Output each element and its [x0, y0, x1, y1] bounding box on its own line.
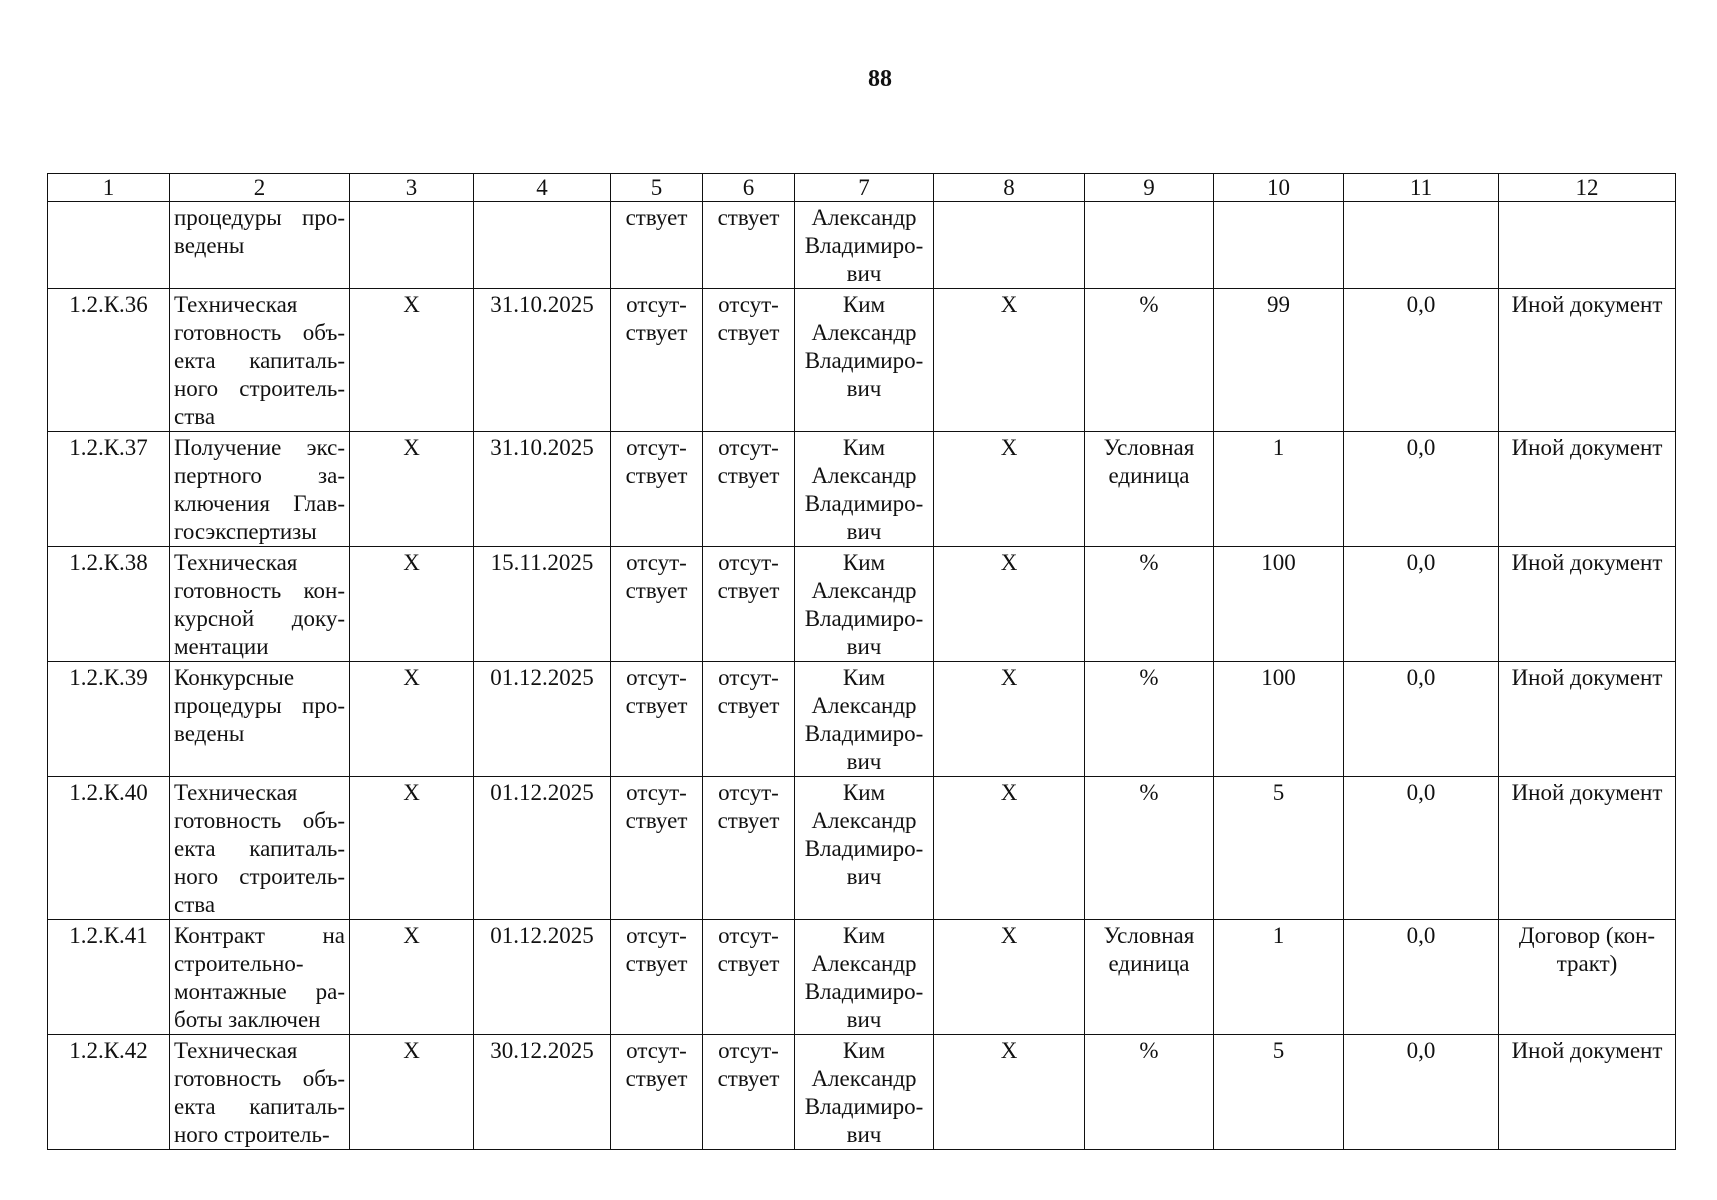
- cell-name-line: ного строитель-: [174, 864, 345, 889]
- cell-col5-line: ствует: [625, 1066, 688, 1091]
- cell-col11: [1344, 202, 1499, 289]
- cell-responsible-line: Ким: [842, 923, 886, 948]
- cell-document-line: Иной документ: [1511, 435, 1663, 460]
- cell-responsible-line: Александр: [811, 205, 917, 230]
- cell-document-line: Иной документ: [1511, 1038, 1663, 1063]
- cell-col6-line: ствует: [717, 951, 780, 976]
- cell-responsible: [795, 289, 934, 432]
- cell-col11: 0,0: [1344, 920, 1499, 1035]
- plan-table: [47, 173, 1676, 1150]
- cell-col6: [703, 289, 795, 432]
- cell-responsible-line: Владимиро-: [804, 1094, 924, 1119]
- cell-name-line: процедуры про-: [174, 205, 345, 230]
- cell-responsible-line: вич: [846, 519, 882, 544]
- table-header-row: [48, 174, 1676, 202]
- cell-value: [1214, 202, 1344, 289]
- column-header: 10: [1214, 174, 1344, 202]
- cell-unit: [1085, 202, 1214, 289]
- cell-col8: Х: [934, 1035, 1085, 1150]
- table-row: [48, 202, 1676, 289]
- cell-code: 1.2.К.39: [48, 662, 170, 777]
- cell-col5-line: ствует: [625, 951, 688, 976]
- cell-document-line: Иной документ: [1511, 780, 1663, 805]
- cell-name-line: готовность объ-: [174, 808, 345, 833]
- cell-value: 100: [1214, 662, 1344, 777]
- cell-document: [1499, 289, 1676, 432]
- cell-name-line: пертного за-: [174, 463, 345, 488]
- cell-col8: Х: [934, 662, 1085, 777]
- cell-document-line: Иной документ: [1511, 292, 1663, 317]
- cell-col6-line: ствует: [717, 808, 780, 833]
- cell-document-line: Иной документ: [1511, 550, 1663, 575]
- cell-responsible-line: Ким: [842, 435, 886, 460]
- cell-unit: [1085, 432, 1214, 547]
- cell-name-line: ства: [174, 892, 216, 917]
- cell-name: [170, 662, 350, 777]
- cell-document: [1499, 1035, 1676, 1150]
- cell-responsible-line: вич: [846, 376, 882, 401]
- cell-document: [1499, 432, 1676, 547]
- cell-code: 1.2.К.38: [48, 547, 170, 662]
- cell-col5-line: ствует: [625, 693, 688, 718]
- column-header: 2: [170, 174, 350, 202]
- column-header: 3: [350, 174, 474, 202]
- cell-col5-line: отсут-: [626, 780, 687, 805]
- cell-name-line: строительно-: [174, 951, 304, 976]
- cell-name-line: курсной доку-: [174, 606, 345, 631]
- cell-document: [1499, 547, 1676, 662]
- cell-date: 30.12.2025: [474, 1035, 611, 1150]
- cell-responsible-line: Александр: [811, 463, 917, 488]
- cell-name-line: процедуры про-: [174, 693, 345, 718]
- cell-col8: Х: [934, 777, 1085, 920]
- cell-code: 1.2.К.40: [48, 777, 170, 920]
- cell-col5: [611, 432, 703, 547]
- cell-col5: [611, 547, 703, 662]
- cell-value: 100: [1214, 547, 1344, 662]
- cell-col5-line: ствует: [625, 578, 688, 603]
- cell-unit-line: %: [1139, 1038, 1159, 1063]
- cell-unit-line: %: [1139, 780, 1159, 805]
- cell-name-line: екта капиталь-: [174, 1094, 345, 1119]
- cell-col8: Х: [934, 432, 1085, 547]
- cell-col5-line: отсут-: [626, 292, 687, 317]
- cell-name-line: ментации: [174, 634, 269, 659]
- cell-responsible-line: Ким: [842, 780, 886, 805]
- column-header: 1: [48, 174, 170, 202]
- cell-col6-line: отсут-: [718, 1038, 779, 1063]
- cell-name-line: готовность кон-: [174, 578, 345, 603]
- cell-responsible: [795, 1035, 934, 1150]
- cell-responsible-line: Владимиро-: [804, 836, 924, 861]
- cell-col6-line: ствует: [717, 320, 780, 345]
- cell-col6-line: ствует: [717, 205, 780, 230]
- cell-name-line: екта капиталь-: [174, 836, 345, 861]
- cell-name: [170, 1035, 350, 1150]
- cell-col6: [703, 202, 795, 289]
- cell-name-line: ключения Глав-: [174, 491, 345, 516]
- cell-unit: [1085, 662, 1214, 777]
- cell-col6-line: отсут-: [718, 550, 779, 575]
- cell-unit: [1085, 289, 1214, 432]
- cell-name: [170, 202, 350, 289]
- cell-name: [170, 777, 350, 920]
- cell-col8: Х: [934, 547, 1085, 662]
- cell-value: 1: [1214, 920, 1344, 1035]
- cell-responsible-line: Александр: [811, 320, 917, 345]
- cell-col5: [611, 777, 703, 920]
- page-number: 88: [868, 66, 892, 92]
- cell-date: 15.11.2025: [474, 547, 611, 662]
- cell-col11: 0,0: [1344, 432, 1499, 547]
- cell-responsible-line: Ким: [842, 665, 886, 690]
- cell-responsible-line: вич: [846, 1007, 882, 1032]
- cell-responsible-line: Александр: [811, 808, 917, 833]
- column-header: 7: [795, 174, 934, 202]
- column-header: 4: [474, 174, 611, 202]
- cell-code: 1.2.К.41: [48, 920, 170, 1035]
- cell-code: 1.2.К.42: [48, 1035, 170, 1150]
- cell-date: 01.12.2025: [474, 662, 611, 777]
- cell-code: 1.2.К.37: [48, 432, 170, 547]
- cell-name-line: Конкурсные: [174, 665, 295, 690]
- cell-col5-line: ствует: [625, 463, 688, 488]
- cell-col5-line: ствует: [625, 320, 688, 345]
- table-row: [48, 1035, 1676, 1150]
- cell-col8: Х: [934, 289, 1085, 432]
- cell-document-line: Договор (кон-: [1518, 923, 1656, 948]
- cell-col5: [611, 920, 703, 1035]
- cell-value: 1: [1214, 432, 1344, 547]
- cell-name: [170, 289, 350, 432]
- cell-responsible-line: Ким: [842, 1038, 886, 1063]
- cell-name-line: боты заключен: [174, 1007, 321, 1032]
- cell-col11: 0,0: [1344, 1035, 1499, 1150]
- cell-responsible-line: Александр: [811, 693, 917, 718]
- cell-name-line: Техническая: [174, 780, 298, 805]
- cell-col6: [703, 662, 795, 777]
- cell-col6: [703, 432, 795, 547]
- cell-col3: [350, 202, 474, 289]
- cell-code: [48, 202, 170, 289]
- cell-unit-line: единица: [1108, 951, 1190, 976]
- cell-name: [170, 920, 350, 1035]
- cell-col11: 0,0: [1344, 289, 1499, 432]
- cell-unit-line: Условная: [1103, 923, 1195, 948]
- cell-col5-line: ствует: [625, 205, 688, 230]
- cell-col3: Х: [350, 289, 474, 432]
- cell-name-line: готовность объ-: [174, 1066, 345, 1091]
- cell-value: 99: [1214, 289, 1344, 432]
- cell-responsible-line: вич: [846, 261, 882, 286]
- cell-name-line: ведены: [174, 721, 245, 746]
- cell-col6-line: отсут-: [718, 435, 779, 460]
- cell-document-line: Иной документ: [1511, 665, 1663, 690]
- cell-col5: [611, 662, 703, 777]
- cell-col6-line: отсут-: [718, 665, 779, 690]
- cell-document: [1499, 777, 1676, 920]
- cell-col5-line: отсут-: [626, 923, 687, 948]
- cell-unit-line: %: [1139, 550, 1159, 575]
- column-header: 5: [611, 174, 703, 202]
- table-row: [48, 777, 1676, 920]
- cell-col6: [703, 920, 795, 1035]
- cell-unit-line: единица: [1108, 463, 1190, 488]
- cell-name-line: екта капиталь-: [174, 348, 345, 373]
- cell-responsible: [795, 547, 934, 662]
- column-header: 12: [1499, 174, 1676, 202]
- cell-responsible-line: Владимиро-: [804, 979, 924, 1004]
- cell-responsible: [795, 777, 934, 920]
- cell-responsible: [795, 432, 934, 547]
- cell-value: 5: [1214, 777, 1344, 920]
- cell-date: 31.10.2025: [474, 289, 611, 432]
- cell-col5-line: отсут-: [626, 435, 687, 460]
- cell-name-line: монтажные ра-: [174, 979, 345, 1004]
- cell-col6-line: отсут-: [718, 780, 779, 805]
- table-body: [48, 202, 1676, 1150]
- table-row: [48, 289, 1676, 432]
- cell-col6-line: ствует: [717, 463, 780, 488]
- cell-col6-line: ствует: [717, 1066, 780, 1091]
- cell-responsible-line: вич: [846, 749, 882, 774]
- cell-date: 31.10.2025: [474, 432, 611, 547]
- cell-name-line: госэкспертизы: [174, 519, 317, 544]
- cell-responsible-line: Ким: [842, 550, 886, 575]
- cell-unit: [1085, 1035, 1214, 1150]
- cell-responsible-line: вич: [846, 864, 882, 889]
- cell-responsible-line: Александр: [811, 951, 917, 976]
- cell-document: [1499, 662, 1676, 777]
- cell-date: [474, 202, 611, 289]
- cell-col6-line: отсут-: [718, 923, 779, 948]
- cell-col3: Х: [350, 777, 474, 920]
- cell-col3: Х: [350, 432, 474, 547]
- cell-document: [1499, 920, 1676, 1035]
- cell-col3: Х: [350, 1035, 474, 1150]
- cell-responsible-line: Владимиро-: [804, 233, 924, 258]
- cell-col6-line: отсут-: [718, 292, 779, 317]
- cell-unit-line: Условная: [1103, 435, 1195, 460]
- cell-name-line: Контракт на: [174, 923, 345, 948]
- cell-name-line: ства: [174, 404, 216, 429]
- column-header: 11: [1344, 174, 1499, 202]
- cell-responsible: [795, 202, 934, 289]
- cell-col8: Х: [934, 920, 1085, 1035]
- cell-col6: [703, 547, 795, 662]
- cell-date: 01.12.2025: [474, 920, 611, 1035]
- cell-unit: [1085, 547, 1214, 662]
- cell-col6: [703, 1035, 795, 1150]
- cell-col11: 0,0: [1344, 662, 1499, 777]
- cell-value: 5: [1214, 1035, 1344, 1150]
- cell-col3: Х: [350, 920, 474, 1035]
- table-row: [48, 662, 1676, 777]
- column-header: 9: [1085, 174, 1214, 202]
- cell-name: [170, 432, 350, 547]
- cell-name-line: Техническая: [174, 1038, 298, 1063]
- cell-name-line: Получение экс-: [174, 435, 345, 460]
- cell-responsible-line: вич: [846, 1122, 882, 1147]
- table-row: [48, 920, 1676, 1035]
- cell-col5-line: ствует: [625, 808, 688, 833]
- table-row: [48, 547, 1676, 662]
- cell-name-line: Техническая: [174, 292, 298, 317]
- cell-col3: Х: [350, 547, 474, 662]
- cell-responsible: [795, 662, 934, 777]
- cell-name-line: готовность объ-: [174, 320, 345, 345]
- cell-unit: [1085, 777, 1214, 920]
- cell-col3: Х: [350, 662, 474, 777]
- cell-col6-line: ствует: [717, 578, 780, 603]
- cell-responsible-line: Владимиро-: [804, 491, 924, 516]
- cell-col11: 0,0: [1344, 777, 1499, 920]
- cell-unit: [1085, 920, 1214, 1035]
- cell-name: [170, 547, 350, 662]
- cell-responsible-line: Владимиро-: [804, 721, 924, 746]
- cell-responsible-line: Владимиро-: [804, 606, 924, 631]
- cell-col5: [611, 289, 703, 432]
- cell-responsible: [795, 920, 934, 1035]
- cell-col11: 0,0: [1344, 547, 1499, 662]
- cell-responsible-line: Александр: [811, 578, 917, 603]
- cell-col6-line: ствует: [717, 693, 780, 718]
- cell-col8: [934, 202, 1085, 289]
- cell-name-line: ведены: [174, 233, 245, 258]
- cell-unit-line: %: [1139, 292, 1159, 317]
- cell-responsible-line: Ким: [842, 292, 886, 317]
- cell-date: 01.12.2025: [474, 777, 611, 920]
- cell-col5: [611, 1035, 703, 1150]
- cell-unit-line: %: [1139, 665, 1159, 690]
- cell-responsible-line: Александр: [811, 1066, 917, 1091]
- table-row: [48, 432, 1676, 547]
- cell-document: [1499, 202, 1676, 289]
- cell-code: 1.2.К.36: [48, 289, 170, 432]
- column-header: 8: [934, 174, 1085, 202]
- cell-col5: [611, 202, 703, 289]
- column-header: 6: [703, 174, 795, 202]
- cell-document-line: тракт): [1556, 951, 1618, 976]
- cell-name-line: Техническая: [174, 550, 298, 575]
- cell-col5-line: отсут-: [626, 550, 687, 575]
- cell-col6: [703, 777, 795, 920]
- cell-col5-line: отсут-: [626, 1038, 687, 1063]
- cell-responsible-line: Владимиро-: [804, 348, 924, 373]
- cell-responsible-line: вич: [846, 634, 882, 659]
- cell-name-line: ного строитель-: [174, 1122, 330, 1147]
- cell-col5-line: отсут-: [626, 665, 687, 690]
- cell-name-line: ного строитель-: [174, 376, 345, 401]
